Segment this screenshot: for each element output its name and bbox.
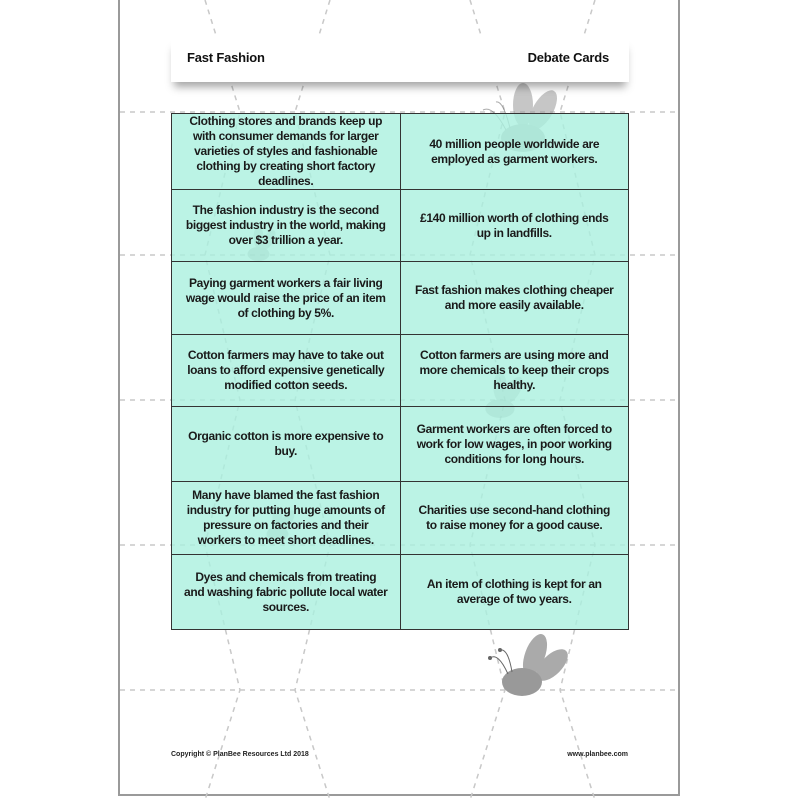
- debate-card: Dyes and chemicals from treating and washing fabric pollute local water sources.: [172, 555, 401, 630]
- debate-card: The fashion industry is the second biggest industry in the world, making over $3 trillion a year.: [172, 190, 401, 262]
- debate-card: Charities use second-hand clothing to raise money for a good cause.: [400, 482, 629, 555]
- card-row: [172, 555, 629, 630]
- bee-logo-icon: [470, 630, 580, 720]
- debate-card: £140 million worth of clothing ends up in landfills.: [400, 190, 629, 262]
- debate-card: An item of clothing is kept for an average of two years.: [400, 555, 629, 630]
- debate-card: Organic cotton is more expensive to buy.: [172, 407, 401, 482]
- worksheet-title: Fast Fashion: [187, 50, 265, 65]
- debate-card: Cotton farmers may have to take out loans to afford expensive genetically modified cotton seeds.: [172, 335, 401, 407]
- debate-card: Many have blamed the fast fashion industry for putting huge amounts of pressure on factories and their workers to meet short deadlines.: [172, 482, 401, 555]
- card-row: [172, 114, 629, 190]
- debate-cards-grid: [171, 113, 629, 630]
- card-row: [172, 482, 629, 555]
- debate-card: Garment workers are often forced to work for low wages, in poor working conditions for long hours.: [400, 407, 629, 482]
- debate-card: Paying garment workers a fair living wage would raise the price of an item of clothing by 5%.: [172, 262, 401, 335]
- debate-card: Fast fashion makes clothing cheaper and more easily available.: [400, 262, 629, 335]
- card-row: [172, 407, 629, 482]
- debate-card: Cotton farmers are using more and more chemicals to keep their crops healthy.: [400, 335, 629, 407]
- copyright-text: Copyright © PlanBee Resources Ltd 2018: [171, 751, 309, 758]
- title-banner: [171, 38, 629, 82]
- debate-card: 40 million people worldwide are employed as garment workers.: [400, 114, 629, 190]
- card-row: [172, 335, 629, 407]
- debate-card: Clothing stores and brands keep up with consumer demands for larger varieties of styles and fashionable clothing by creating short factory deadlines.: [172, 114, 401, 190]
- worksheet-subtitle: Debate Cards: [527, 50, 609, 65]
- website-link[interactable]: www.planbee.com: [567, 751, 628, 758]
- card-row: [172, 262, 629, 335]
- card-row: [172, 190, 629, 262]
